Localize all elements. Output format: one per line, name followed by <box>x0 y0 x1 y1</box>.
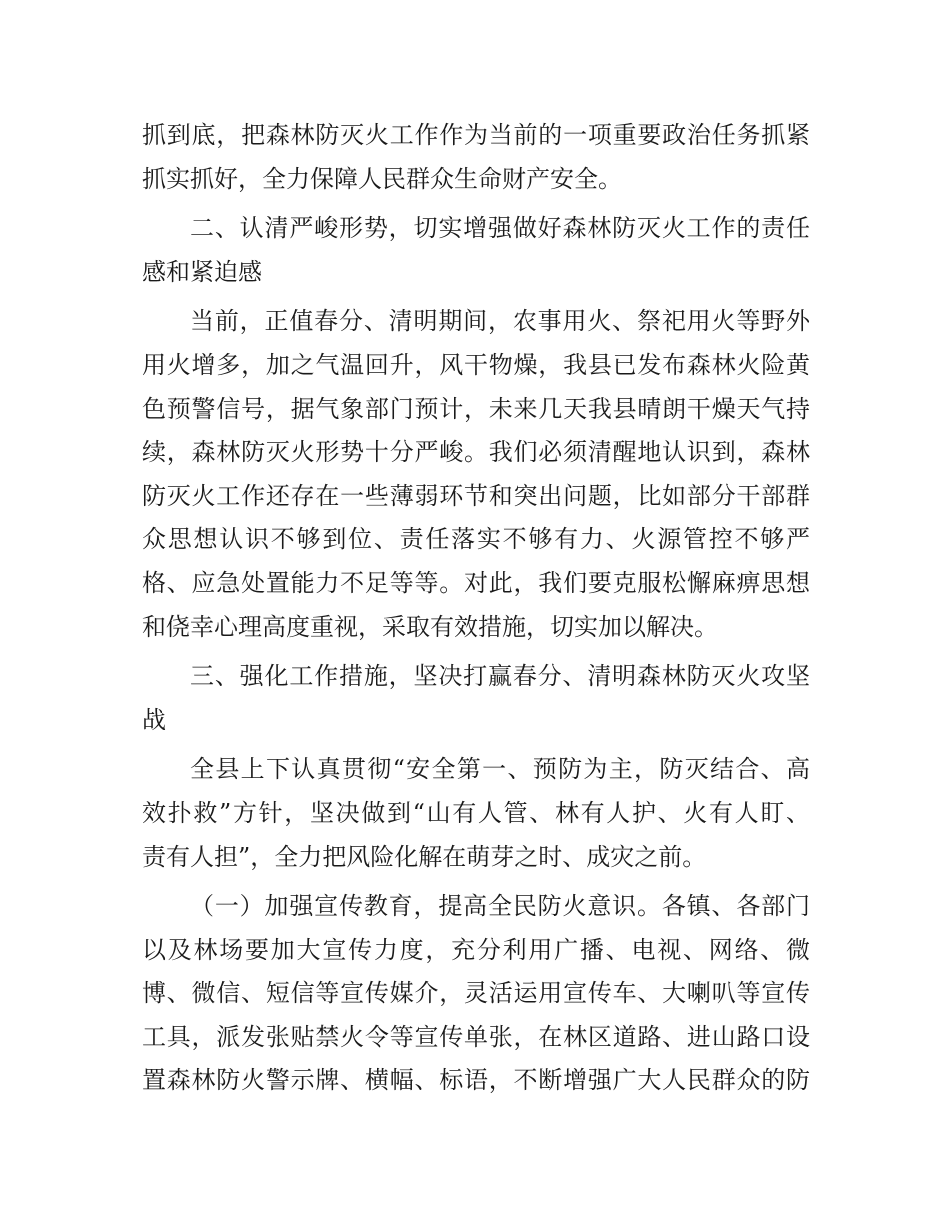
text-line: 战 <box>142 705 166 734</box>
text-line: 感和紧迫感 <box>142 257 262 286</box>
section-heading-2 <box>142 207 810 294</box>
text-line: 抓实抓好，全力保障人民群众生命财产安全。 <box>142 164 622 193</box>
paragraph-situation <box>142 300 810 649</box>
text-line: 三、强化工作措施，坚决打赢春分、清明森林防灭火攻坚 <box>190 662 810 691</box>
text-line: 众思想认识不够到位、责任落实不够有力、火源管控不够严 <box>142 525 810 554</box>
paragraph-policy <box>142 748 810 879</box>
text-line: 防灭火工作还存在一些薄弱环节和突出问题，比如部分干部群 <box>142 481 810 510</box>
text-line: 二、认清严峻形势，切实增强做好森林防灭火工作的责任 <box>190 214 810 243</box>
text-line: 色预警信号，据气象部门预计，未来几天我县晴朗干燥天气持 <box>142 394 810 423</box>
text-line: 置森林防火警示牌、横幅、标语，不断增强广大人民群众的防 <box>142 1066 810 1095</box>
text-line: 博、微信、短信等宣传媒介，灵活运用宣传车、大喇叭等宣传 <box>142 979 810 1008</box>
text-line: 以及林场要加大宣传力度，充分利用广播、电视、网络、微 <box>142 935 810 964</box>
text-line: 抓到底，把森林防灭火工作作为当前的一项重要政治任务抓紧 <box>142 121 810 149</box>
paragraph-publicity <box>142 885 810 1103</box>
document-body <box>142 114 810 1103</box>
text-line: 和侥幸心理高度重视，采取有效措施，切实加以解决。 <box>142 612 718 641</box>
text-line: 工具，派发张贴禁火令等宣传单张，在林区道路、进山路口设 <box>142 1022 810 1051</box>
text-line: 责有人担”，全力把风险化解在萌芽之时、成灾之前。 <box>142 842 707 871</box>
text-line: 续，森林防灭火形势十分严峻。我们必须清醒地认识到，森林 <box>142 438 810 467</box>
text-line: 用火增多，加之气温回升，风干物燥，我县已发布森林火险黄 <box>142 350 810 379</box>
text-line: 当前，正值春分、清明期间，农事用火、祭祀用火等野外 <box>190 307 810 336</box>
section-heading-3 <box>142 655 810 742</box>
text-line: 全县上下认真贯彻“安全第一、预防为主，防灭结合、高 <box>190 755 810 784</box>
text-line: 格、应急处置能力不足等等。对此，我们要克服松懈麻痹思想 <box>142 568 810 597</box>
text-line: 效扑救”方针，坚决做到“山有人管、林有人护、火有人盯、 <box>142 798 810 827</box>
text-line: （一）加强宣传教育，提高全民防火意识。各镇、各部门 <box>190 892 810 921</box>
paragraph-continuation <box>142 114 810 201</box>
